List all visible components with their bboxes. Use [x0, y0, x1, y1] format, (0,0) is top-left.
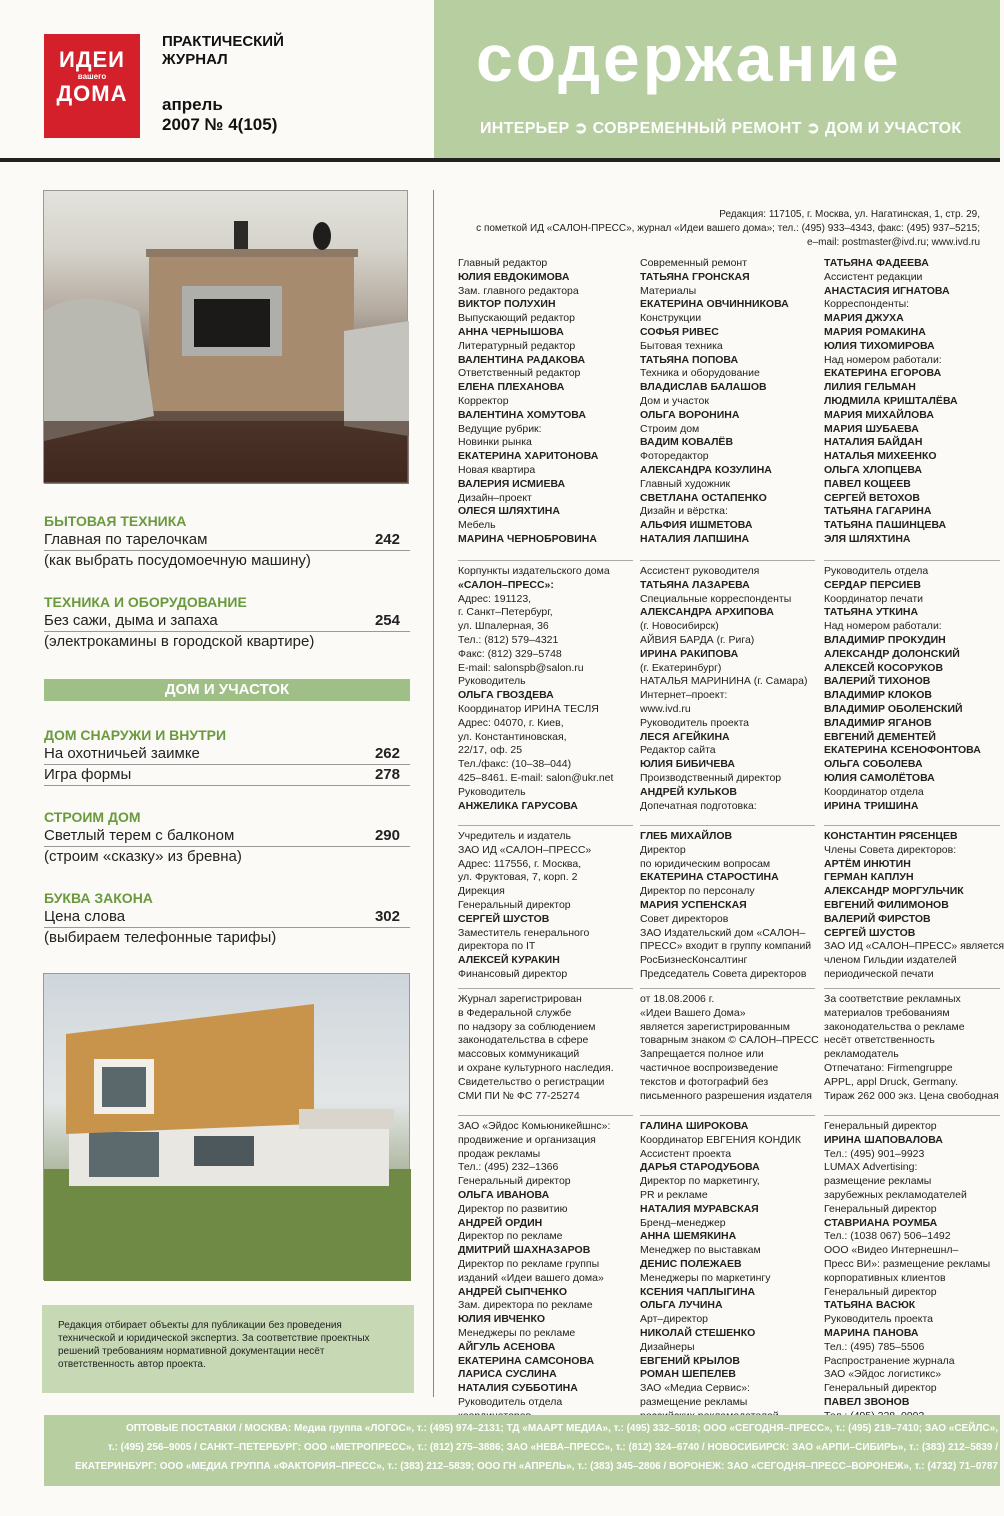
toc-entry[interactable]: На охотничьей заимке 262 [44, 744, 410, 765]
credit-role: Менеджер по выставкам [640, 1244, 761, 1257]
credit-role: по юридическим вопросам [640, 857, 771, 870]
credit-role: Фоторедактор [640, 450, 709, 463]
credit-name: ДАРЬЯ СТАРОДУБОВА [640, 1161, 760, 1174]
credit-role: Отпечатано: Firmengruppe [824, 1061, 953, 1074]
credit-role: Генеральный директор [458, 898, 571, 911]
toc-section-house [44, 726, 410, 786]
credit-name: ЕЛЕНА ПЛЕХАНОВА [458, 381, 565, 394]
credits-column [824, 1115, 1000, 1408]
credit-role: по надзору за соблюдением [458, 1020, 596, 1033]
credit-role: E-mail: salonspb@salon.ru [458, 661, 584, 674]
credit-role: Корреспонденты: [824, 298, 910, 311]
credit-role: и охране культурного наследия. [458, 1061, 614, 1074]
page-number: 302 [374, 908, 400, 925]
credit-role: Новая квартира [458, 463, 536, 476]
credit-role: массовых коммуникаций [458, 1048, 580, 1061]
credit-role: Интернет–проект: [640, 689, 728, 702]
credit-name: АНЖЕЛИКА ГАРУСОВА [458, 799, 578, 812]
credit-role: Ответственный редактор [458, 367, 581, 380]
credit-role: АЙВИЯ БАРДА (г. Рига) [640, 633, 755, 646]
credit-name: ТАТЬЯНА ЛАЗАРЕВА [640, 578, 750, 591]
toc-entry-subtitle: (как выбрать посудомоечную машину) [44, 552, 311, 569]
credit-role: Тел.: (495) 232–1366 [458, 1161, 559, 1174]
credit-name: НИКОЛАЙ СТЕШЕНКО [640, 1326, 756, 1339]
toc-entry[interactable]: Игра формы 278 [44, 765, 410, 786]
credit-name: ЮЛИЯ САМОЛЁТОВА [824, 771, 935, 784]
credit-name: МАРИЯ РОМАКИНА [824, 325, 926, 338]
credit-name: ЕКАТЕРИНА ХАРИТОНОВА [458, 450, 599, 463]
credit-role: Ведущие рубрик: [458, 422, 542, 435]
credit-role: Руководитель [458, 785, 526, 798]
credit-name: ЕКАТЕРИНА ЕГОРОВА [824, 367, 942, 380]
page-number: 278 [374, 766, 400, 783]
credit-role: Новинки рынка [458, 436, 532, 449]
credit-name: ДМИТРИЙ ШАХНАЗАРОВ [458, 1244, 591, 1257]
credit-name: ПАВЕЛ ЗВОНОВ [824, 1395, 910, 1408]
credit-name: ТАТЬЯНА ГРОНСКАЯ [640, 270, 750, 283]
credit-role: Дизайнеры [640, 1340, 695, 1353]
credit-name: ВЛАДИМИР ПРОКУДИН [824, 633, 946, 646]
credits-column [824, 560, 1000, 822]
credits-column [458, 560, 633, 822]
credit-role: Заместитель генерального [458, 926, 590, 939]
credit-name: ВАЛЕРИЙ ТИХОНОВ [824, 675, 931, 688]
page-number: 290 [374, 827, 400, 844]
credit-name: ЮЛИЯ ЕВДОКИМОВА [458, 270, 570, 283]
credit-name: ИРИНА РАКИПОВА [640, 647, 739, 660]
credit-name: ВАЛЕНТИНА ХОМУТОВА [458, 408, 586, 421]
credit-role: Мебель [458, 519, 496, 532]
credit-role: Конструкции [640, 312, 702, 325]
credit-name: МАРИНА ПАНОВА [824, 1326, 919, 1339]
credit-role: APPL, appl Druck, Germany. [824, 1075, 959, 1088]
credit-name: ТАТЬЯНА ВАСЮК [824, 1299, 916, 1312]
credit-name: НАТАЛИЯ СУББОТИНА [458, 1382, 578, 1395]
credit-role: Тел.: (495) 785–5506 [824, 1340, 925, 1353]
credits-column [824, 257, 1000, 557]
credit-name: ИРИНА ШАПОВАЛОВА [824, 1133, 943, 1146]
section-heading: БЫТОВАЯ ТЕХНИКА [44, 513, 187, 529]
credit-role: зарубежных рекламодателей [824, 1188, 967, 1201]
credit-role: www.ivd.ru [640, 702, 691, 715]
house-exterior-photo[interactable] [43, 973, 410, 1280]
credit-name: ОЛЬГА ЛУЧИНА [640, 1299, 723, 1312]
credit-name: ДЕНИС ПОЛЕЖАЕВ [640, 1257, 742, 1270]
credit-role: продвижение и организация [458, 1133, 596, 1146]
credit-role: LUMAX Advertising: [824, 1161, 918, 1174]
credit-role: Председатель Совета директоров [640, 967, 807, 980]
credit-role: Руководитель отдела [824, 565, 929, 577]
credit-name: СОФЬЯ РИВЕС [640, 325, 719, 338]
page-number: 262 [374, 745, 400, 762]
credit-name: ОЛЬГА ХЛОПЦЕВА [824, 463, 923, 476]
credit-name: ЛАРИСА СУСЛИНА [458, 1368, 557, 1381]
credit-role: продаж рекламы [458, 1147, 541, 1160]
toc-section-law [44, 889, 410, 948]
credit-role: законодательства о рекламе [824, 1020, 965, 1033]
credit-name: ЛЮДМИЛА КРИШТАЛЁВА [824, 394, 958, 407]
credit-role: Директор по развитию [458, 1202, 568, 1215]
credit-role: 22/17, оф. 25 [458, 744, 523, 757]
credit-name: КОНСТАНТИН РЯСЕНЦЕВ [824, 830, 958, 842]
toc-entry-subtitle: (электрокамины в городской квартире) [44, 633, 315, 650]
credit-name: ВАЛЕРИЙ ФИРСТОВ [824, 912, 931, 925]
credit-name: АЙГУЛЬ АСЕНОВА [458, 1340, 556, 1353]
credit-role: За соответствие рекламных [824, 993, 961, 1005]
credit-role: Адрес: 117556, г. Москва, [458, 857, 582, 870]
header-divider [0, 158, 1000, 162]
credit-role: периодической печати [824, 967, 934, 980]
credit-role: Генеральный директор [824, 1120, 937, 1132]
credit-name: ВЛАДИМИР ЯГАНОВ [824, 716, 932, 729]
credit-role: Пресс ВИ»: размещение рекламы [824, 1257, 991, 1270]
credit-role: Литературный редактор [458, 339, 576, 352]
page-title: содержание [476, 21, 902, 95]
credit-name: РОМАН ШЕПЕЛЕВ [640, 1368, 736, 1381]
credit-name: ЮЛИЯ ИВЧЕНКО [458, 1313, 546, 1326]
credit-role: Директор по маркетингу, [640, 1175, 760, 1188]
credit-name: ЕКАТЕРИНА СТАРОСТИНА [640, 871, 779, 884]
credit-role: от 18.08.2006 г. [640, 993, 715, 1005]
credit-name: ВИКТОР ПОЛУХИН [458, 298, 556, 311]
section-band-house: ДОМ И УЧАСТОК [44, 679, 410, 701]
credit-name: ОЛЬГА ГВОЗДЕВА [458, 689, 554, 702]
toc-section-appliances [44, 512, 410, 571]
column-divider [433, 190, 434, 1397]
credit-role: рекламодатель [824, 1048, 899, 1061]
credit-role: Ассистент проекта [640, 1147, 732, 1160]
credit-role: частичное воспроизведение [640, 1061, 779, 1074]
credit-role: Дизайн–проект [458, 491, 532, 504]
toc-entry-subtitle: (выбираем телефонные тарифы) [44, 929, 277, 946]
credit-name: НАТАЛИЯ МУРАВСКАЯ [640, 1202, 759, 1215]
credit-role: Адрес: 04070, г. Киев, [458, 716, 564, 729]
editorial-address: Редакция: 117105, г. Москва, ул. Нагатинская, 1, стр. 29, с пометкой ИД «САЛОН-ПРЕСС», журнал «Идеи вашего дома»; тел.: (495) 933–4343, факс: (495) 937–5215; e–mail: postmaster@ivd.ru; www.ivd.ru [476, 209, 980, 248]
credit-role: Руководитель проекта [640, 716, 750, 729]
credit-name: АЛЕКСЕЙ КУРАКИН [458, 954, 560, 967]
credit-role: Руководитель отдела [458, 1395, 563, 1408]
credit-role: материалов требованиям [824, 1006, 950, 1019]
page-number: 242 [374, 531, 400, 548]
credit-name: ЮЛИЯ БИБИЧЕВА [640, 758, 736, 771]
credit-name: ОЛЕСЯ ШЛЯХТИНА [458, 505, 560, 518]
credit-role: PR и рекламе [640, 1188, 708, 1201]
credit-role: изданий «Идеи вашего дома» [458, 1271, 604, 1284]
credit-role: Зам. главного редактора [458, 284, 579, 297]
credit-role: Генеральный директор [824, 1382, 937, 1395]
credit-role: Менеджеры по рекламе [458, 1326, 576, 1339]
credit-role: ООО «Видео Интернешнл– [824, 1244, 959, 1257]
credit-role: членом Гильдии издателей [824, 954, 957, 967]
credit-name: АЛЕКСАНДР ДОЛОНСКИЙ [824, 647, 960, 660]
credit-name: АРТЁМ ИНЮТИН [824, 857, 911, 870]
credit-name: АЛЕКСАНДРА КОЗУЛИНА [640, 463, 772, 476]
credit-role: «Идеи Вашего Дома» [640, 1006, 746, 1019]
credit-name: ТАТЬЯНА ГАГАРИНА [824, 505, 932, 518]
credit-name: «САЛОН–ПРЕСС»: [458, 578, 554, 591]
credits-column [458, 1115, 633, 1408]
credits-column [824, 988, 1000, 1100]
credit-name: ОЛЬГА ВОРОНИНА [640, 408, 740, 421]
magazine-logo[interactable]: ИДЕИ вашего ДОМА [44, 34, 140, 138]
credit-name: АЛЕКСЕЙ КОСОРУКОВ [824, 661, 944, 674]
credit-name: АНАСТАСИЯ ИГНАТОВА [824, 284, 950, 297]
credit-role: Тираж 262 000 экз. Цена свободная [824, 1089, 999, 1102]
fireplace-illustration [44, 191, 409, 484]
credit-role: Директор по рекламе [458, 1230, 563, 1243]
credit-role: Специальные корреспонденты [640, 592, 792, 605]
credit-name: ГАЛИНА ШИРОКОВА [640, 1120, 749, 1132]
toc-entry-subtitle: (строим «сказку» из бревна) [44, 848, 242, 865]
credit-role: Совет директоров [640, 912, 729, 925]
credits-column [640, 825, 815, 980]
credit-role: ЗАО ИД «САЛОН–ПРЕСС» [458, 843, 592, 856]
credit-name: ВЛАДИМИР ОБОЛЕНСКИЙ [824, 702, 963, 715]
section-heading: БУКВА ЗАКОНА [44, 890, 153, 906]
credit-role: Ассистент редакции [824, 270, 923, 283]
credit-role: Координатор печати [824, 592, 924, 605]
credit-name: ЮЛИЯ ТИХОМИРОВА [824, 339, 935, 352]
credit-name: СЕРГЕЙ ШУСТОВ [458, 912, 550, 925]
credit-role: Тел.: (1038 067) 506–1492 [824, 1230, 951, 1243]
credit-role: размещение рекламы [824, 1175, 932, 1188]
credits-column [640, 988, 819, 1102]
credit-name: ВАДИМ КОВАЛЁВ [640, 436, 734, 449]
credit-role: Редактор сайта [640, 744, 716, 757]
credit-role: несёт ответственность [824, 1034, 935, 1047]
credit-name: ВЛАДИМИР КЛОКОВ [824, 689, 933, 702]
credit-role: Тел.: (495) 901–9923 [824, 1147, 925, 1160]
credit-name: СЕРГЕЙ ВЕТОХОВ [824, 491, 920, 504]
toc-entry[interactable]: Без сажи, дыма и запаха 254 [44, 611, 410, 632]
page-number: 254 [374, 612, 400, 629]
credit-role: в Федеральной службе [458, 1006, 572, 1019]
credit-role: ЗАО «Медиа Сервис»: [640, 1382, 750, 1395]
credit-role: Техника и оборудование [640, 367, 760, 380]
credit-role: Современный ремонт [640, 257, 748, 269]
credits-column [640, 1115, 815, 1408]
credit-name: ГЛЕБ МИХАЙЛОВ [640, 830, 733, 842]
credit-role: Генеральный директор [824, 1285, 937, 1298]
credits-column [458, 825, 633, 980]
credit-role: ул. Фруктовая, 7, корп. 2 [458, 871, 578, 884]
credit-name: АНДРЕЙ КУЛЬКОВ [640, 785, 737, 798]
credit-role: Координатор ИРИНА ТЕСЛЯ [458, 702, 599, 715]
credit-name: АЛЕКСАНДР МОРГУЛЬЧИК [824, 885, 964, 898]
toc-entry[interactable]: Цена слова 302 [44, 907, 410, 928]
credit-role: текстов и фотографий без [640, 1075, 769, 1088]
credit-name: АННА ШЕМЯКИНА [640, 1230, 737, 1243]
credit-name: МАРИЯ МИХАЙЛОВА [824, 408, 934, 421]
house-illustration [44, 974, 411, 1281]
fireplace-interior-photo[interactable] [43, 190, 408, 483]
credit-role: ЗАО «Эйдос Комьюникейшнс»: [458, 1120, 611, 1132]
toc-section-building [44, 808, 410, 867]
credit-name: ТАТЬЯНА ФАДЕЕВА [824, 257, 929, 269]
credit-role: Тел.: (812) 579–4321 [458, 633, 559, 646]
credit-role: Финансовый директор [458, 967, 568, 980]
credit-name: АЛЬФИЯ ИШМЕТОВА [640, 519, 753, 532]
credit-role: Директор по персоналу [640, 885, 755, 898]
credit-role: 425–8461. E-mail: salon@ukr.net [458, 771, 614, 784]
credit-name: ЕВГЕНИЙ ФИЛИМОНОВ [824, 898, 949, 911]
credit-name: ИРИНА ТРИШИНА [824, 799, 919, 812]
credit-role: Руководитель проекта [824, 1313, 934, 1326]
credit-role: Главный художник [640, 477, 731, 490]
credit-name: МАРИЯ УСПЕНСКАЯ [640, 898, 747, 911]
magazine-type: ПРАКТИЧЕСКИЙ ЖУРНАЛ [162, 33, 284, 68]
credit-name: ЕКАТЕРИНА КСЕНОФОНТОВА [824, 744, 981, 757]
editorial-disclaimer: Редакция отбирает объекты для публикации без проведения технической и юридической экспертиз. За соответствие проектных решений требованиям нормативной документации несёт ответственность автор проекта. [42, 1305, 414, 1393]
credit-name: ГЕРМАН КАПЛУН [824, 871, 914, 884]
section-categories: ИНТЕРЬЕР ➲ СОВРЕМЕННЫЙ РЕМОНТ ➲ ДОМ И УЧАСТОК [480, 120, 962, 137]
credit-role: Руководитель [458, 675, 526, 688]
credit-name: ЭЛЯ ШЛЯХТИНА [824, 532, 911, 545]
credit-name: АННА ЧЕРНЫШОВА [458, 325, 564, 338]
credit-role: товарным знаком © САЛОН–ПРЕСС [640, 1034, 819, 1047]
credit-name: ТАТЬЯНА ПАШИНЦЕВА [824, 519, 947, 532]
credit-name: НАТАЛИЯ БАЙДАН [824, 436, 923, 449]
credit-name: ЕКАТЕРИНА САМСОНОВА [458, 1354, 595, 1367]
credit-name: АЛЕКСАНДРА АРХИПОВА [640, 606, 774, 619]
credit-role: Зам. директора по рекламе [458, 1299, 593, 1312]
toc-entry[interactable]: Светлый терем с балконом 290 [44, 826, 410, 847]
credit-role: ЗАО «Эйдос логистикс» [824, 1368, 942, 1381]
credit-role: Адрес: 191123, [458, 592, 532, 605]
credit-role: НАТАЛЬЯ МАРИНИНА (г. Самара) [640, 675, 808, 688]
credit-role: Материалы [640, 284, 697, 297]
credit-name: НАТАЛЬЯ МИХЕЕНКО [824, 450, 937, 463]
section-heading: СТРОИМ ДОМ [44, 809, 141, 825]
credit-role: Над номером работали: [824, 353, 942, 366]
credit-role: (г. Екатеринбург) [640, 661, 722, 674]
credit-role: Члены Совета директоров: [824, 843, 957, 856]
credit-role: Факс: (812) 329–5748 [458, 647, 562, 660]
credit-role: Дирекция [458, 885, 505, 898]
credits-column [458, 257, 628, 557]
credit-name: ТАТЬЯНА УТКИНА [824, 606, 919, 619]
credit-role: г. Санкт–Петербург, [458, 606, 553, 619]
credit-name: МАРИЯ ДЖУХА [824, 312, 904, 325]
credit-role: Директор по рекламе группы [458, 1257, 600, 1270]
credit-name: ТАТЬЯНА ПОПОВА [640, 353, 739, 366]
credit-name: ПАВЕЛ КОЩЕЕВ [824, 477, 911, 490]
credit-role: Производственный директор [640, 771, 782, 784]
credit-role: размещение рекламы [640, 1395, 748, 1408]
credit-name: ОЛЬГА СОБОЛЕВА [824, 758, 923, 771]
credit-role: Выпускающий редактор [458, 312, 575, 325]
credit-role: Свидетельство о регистрации [458, 1075, 605, 1088]
credit-role: РосБизнесКонсалтинг [640, 954, 748, 967]
credit-role: является зарегистрированным [640, 1020, 791, 1033]
credit-name: СТАВРИАНА РОУМБА [824, 1216, 938, 1229]
credit-name: АНДРЕЙ ОРДИН [458, 1216, 543, 1229]
credit-role: директора по IT [458, 940, 536, 953]
credit-role: Менеджеры по маркетингу [640, 1271, 771, 1284]
credit-role: Директор [640, 843, 686, 856]
toc-section-equipment [44, 593, 410, 652]
credit-role: Допечатная подготовка: [640, 799, 757, 812]
credit-role: Арт–директор [640, 1313, 709, 1326]
credit-role: Координатор ЕВГЕНИЯ КОНДИК [640, 1133, 801, 1146]
credit-name: МАРИНА ЧЕРНОБРОВИНА [458, 532, 597, 545]
credit-role: Корпункты издательского дома [458, 565, 610, 577]
credit-role: Главный редактор [458, 257, 548, 269]
credit-role: законодательства в сфере [458, 1034, 589, 1047]
credit-role: письменного разрешения издателя [640, 1089, 812, 1102]
credit-name: СЕРГЕЙ ШУСТОВ [824, 926, 916, 939]
credit-name: ЛЕСЯ АГЕЙКИНА [640, 730, 730, 743]
credit-role: Ассистент руководителя [640, 565, 760, 577]
credit-role: Учредитель и издатель [458, 830, 572, 842]
credit-name: МАРИЯ ШУБАЕВА [824, 422, 919, 435]
credit-name: ЕВГЕНИЙ КРЫЛОВ [640, 1354, 740, 1367]
credit-name: НАТАЛИЯ ЛАПШИНА [640, 532, 750, 545]
credit-name: КСЕНИЯ ЧАПЛЫГИНА [640, 1285, 756, 1298]
credit-name: ЛИЛИЯ ГЕЛЬМАН [824, 381, 916, 394]
credit-role: Над номером работали: [824, 620, 942, 633]
credit-name: ВАЛЕРИЯ ИСМИЕВА [458, 477, 566, 490]
credit-role: Генеральный директор [824, 1202, 937, 1215]
credit-role: Корректор [458, 394, 509, 407]
credit-role: (г. Новосибирск) [640, 620, 719, 633]
issue-info: апрель 2007 № 4(105) [162, 95, 278, 134]
credit-name: ОЛЬГА ИВАНОВА [458, 1188, 550, 1201]
credit-role: корпоративных клиентов [824, 1271, 946, 1284]
credit-role: Строим дом [640, 422, 700, 435]
credits-column [640, 560, 815, 822]
credit-name: АНДРЕЙ СЫПЧЕНКО [458, 1285, 568, 1298]
section-heading: ТЕХНИКА И ОБОРУДОВАНИЕ [44, 594, 247, 610]
credit-role: Бренд–менеджер [640, 1216, 726, 1229]
credits-column [458, 988, 633, 1100]
credit-role: ул. Шпалерная, 36 [458, 620, 549, 633]
credit-role: Распространение журнала [824, 1354, 955, 1367]
section-heading: ДОМ СНАРУЖИ И ВНУТРИ [44, 727, 227, 743]
credit-name: СВЕТЛАНА ОСТАПЕНКО [640, 491, 767, 504]
credit-name: ЕВГЕНИЙ ДЕМЕНТЕЙ [824, 730, 936, 743]
credit-role: Дом и участок [640, 394, 709, 407]
credit-role: Бытовая техника [640, 339, 723, 352]
toc-entry[interactable]: Главная по тарелочкам 242 [44, 530, 410, 551]
credit-role: СМИ ПИ № ФС 77-25274 [458, 1089, 580, 1102]
credit-role: Тел./факс: (10–38–044) [458, 758, 572, 771]
wholesale-distribution-footer: ОПТОВЫЕ ПОСТАВКИ / МОСКВА: Медиа группа «ЛОГОС», т.: (495) 974–2131; ТД «МААРТ МЕДИА», т.: (495) 332–5018; ООО «СЕГОДНЯ–ПРЕСС», т.: (495) 219–7410; ЗАО «СЕЙЛС», т.: (495) 256–9005 / САНКТ–ПЕТЕРБУРГ: ООО «МЕТРОПРЕСС», т.: (812) 275–3886; ЗАО «НЕВА–ПРЕСС», т.: (812) 324–6740 / НОВОСИБИРСК: ЗАО «АРПИ–СИБИРЬ», т.: (383) 212–5839 / ЕКАТЕРИНБУРГ: ООО «МЕДИА ГРУППА «ФАКТОРИЯ–ПРЕСС», т.: (383) 212–5839; ООО ГН «АПРЕЛЬ», т.: (383) 345–2806 / ВОРОНЕЖ: ЗАО «СЕГОДНЯ–ПРЕСС–ВОРОНЕЖ», т.: (4732) 71–0787 [44, 1415, 1000, 1486]
credit-name: ВЛАДИСЛАВ БАЛАШОВ [640, 381, 767, 394]
credit-role: ПРЕСС» входит в группу компаний [640, 940, 812, 953]
credit-role: Запрещается полное или [640, 1048, 764, 1061]
credit-role: Журнал зарегистрирован [458, 993, 582, 1005]
credit-role: ЗАО ИД «САЛОН–ПРЕСС» является [824, 940, 1004, 953]
credit-role: ЗАО Издательский дом «САЛОН– [640, 926, 806, 939]
credit-role: Координатор отдела [824, 785, 924, 798]
credits-column [824, 825, 1004, 980]
credit-role: ул. Константиновская, [458, 730, 567, 743]
credit-role: Генеральный директор [458, 1175, 571, 1188]
credit-name: ЕКАТЕРИНА ОВЧИННИКОВА [640, 298, 789, 311]
credit-name: ВАЛЕНТИНА РАДАКОВА [458, 353, 586, 366]
credits-column [640, 257, 815, 557]
credit-name: СЕРДАР ПЕРСИЕВ [824, 578, 921, 591]
credit-role: Дизайн и вёрстка: [640, 505, 728, 518]
